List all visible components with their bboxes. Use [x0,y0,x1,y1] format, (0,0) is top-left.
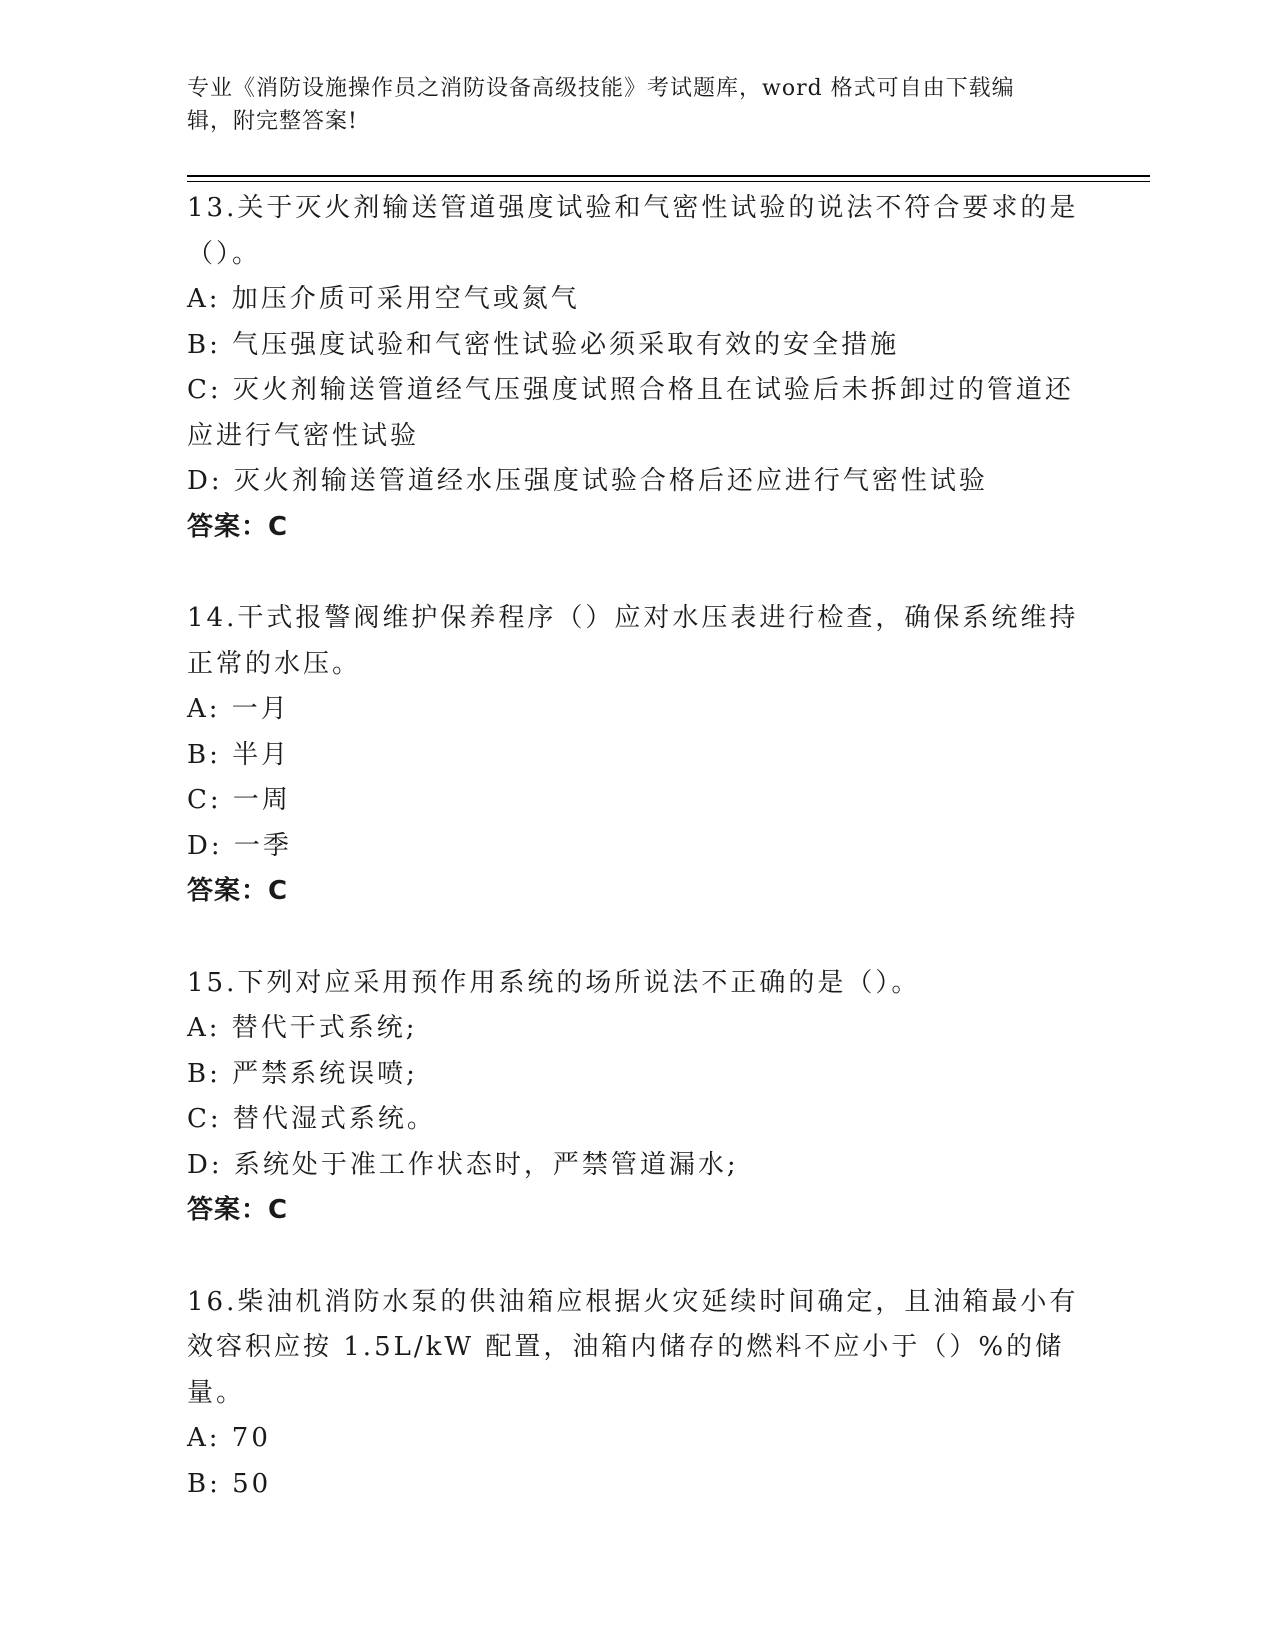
header-divider-thin [187,181,1150,182]
answer-option: B: 严禁系统误喷; [187,1058,418,1089]
question-stem: 16.柴油机消防水泵的供油箱应根据火灾延续时间确定，且油箱最小有 [187,1286,1079,1317]
answer-option: A: 替代干式系统; [187,1013,418,1043]
header-divider-thick [187,175,1150,177]
question-stem: 13.关于灭火剂输送管道强度试验和气密性试验的说法不符合要求的是 [187,193,1079,223]
question-stem: 14.干式报警阀维护保养程序（）应对水压表进行检查，确保系统维持 [187,603,1079,633]
question-block [187,961,1087,1234]
answer-option: D: 一季 [187,830,292,861]
answer-key: 答案：C [187,1195,289,1225]
answer-option: B: 气压强度试验和气密性试验必须采取有效的安全措施 [187,329,900,360]
answer-option: D: 灭火剂输送管道经水压强度试验合格后还应进行气密性试验 [187,466,988,496]
header-line-2: 辑，附完整答案! [187,109,358,134]
question-block [187,1280,1087,1508]
document-header [187,72,1067,138]
answer-option: A: 加压介质可采用空气或氮气 [187,284,580,314]
answer-option: B: 半月 [187,739,291,770]
question-block [187,186,1087,550]
question-stem: 15.下列对应采用预作用系统的场所说法不正确的是（）。 [187,967,921,998]
answer-option: 应进行气密性试验 [187,420,420,451]
question-stem: （）。 [187,238,262,269]
answer-option: C: 灭火剂输送管道经气压强度试照合格且在试验后未拆卸过的管道还 [187,375,1074,405]
question-block [187,596,1087,915]
answer-option: C: 替代湿式系统。 [187,1104,436,1134]
answer-option: A: 一月 [187,694,290,724]
header-line-1: 专业《消防设施操作员之消防设备高级技能》考试题库，word 格式可自由下载编 [187,76,1015,101]
question-stem: 效容积应按 1.5L/kW 配置，油箱内储存的燃料不应小于（）%的储量。 [187,1332,1065,1408]
answer-option: D: 系统处于准工作状态时，严禁管道漏水; [187,1149,739,1180]
answer-key: 答案：C [187,876,289,906]
answer-option: B: 50 [187,1468,272,1499]
answer-option: C: 一周 [187,785,291,815]
answer-option: A: 70 [187,1423,271,1453]
question-list [187,186,1087,1553]
answer-key: 答案：C [187,511,289,542]
question-stem: 正常的水压。 [187,648,362,679]
